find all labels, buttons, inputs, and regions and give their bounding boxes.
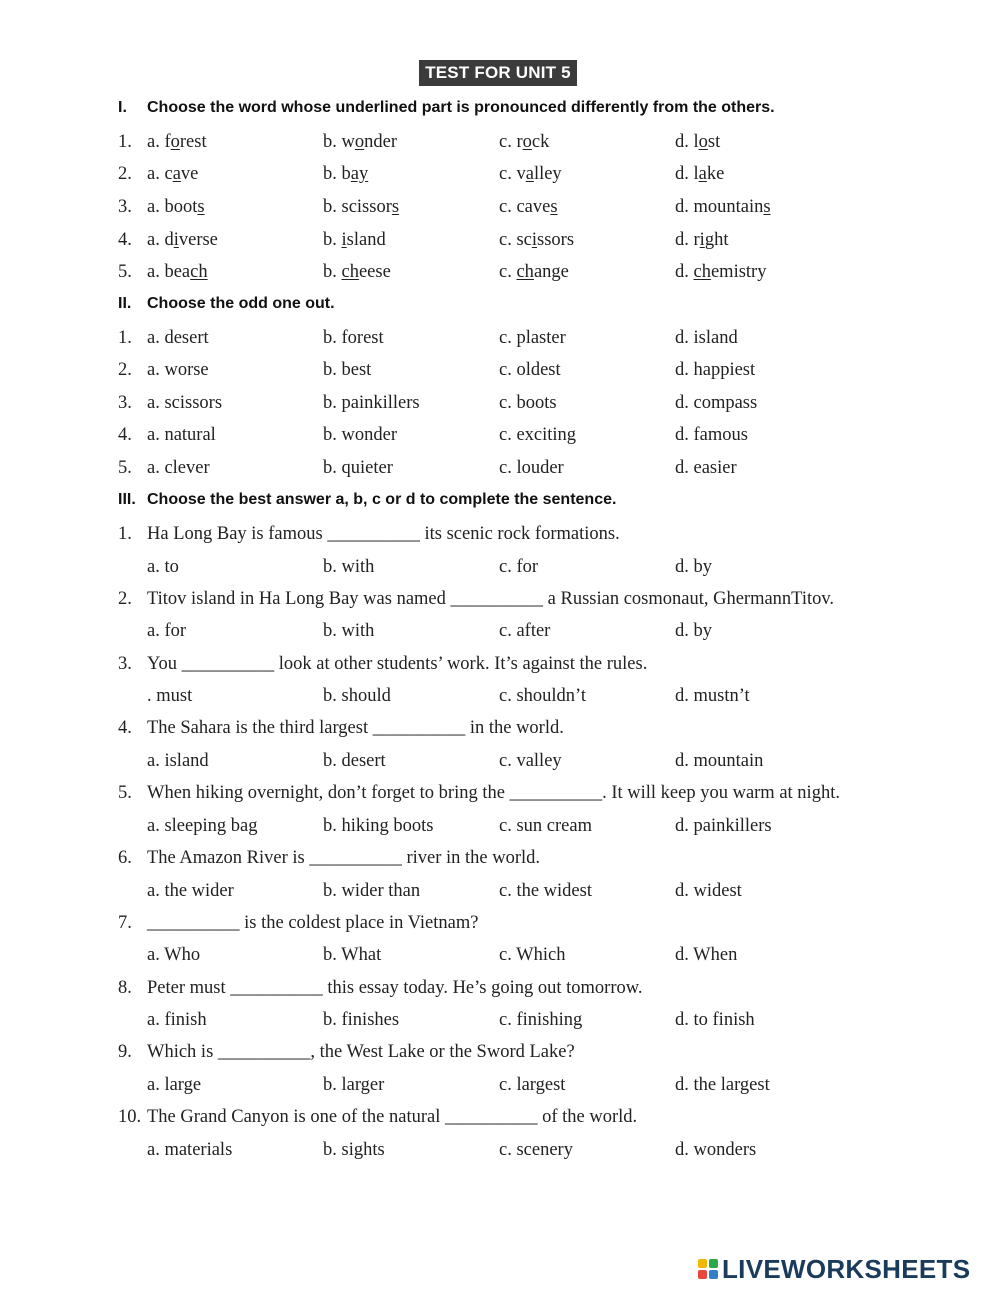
- answer-option[interactable]: [675, 260, 766, 284]
- answer-option[interactable]: a. for: [147, 621, 187, 642]
- answer-option[interactable]: b. painkillers: [323, 393, 420, 413]
- question-number: 4.: [118, 425, 132, 445]
- option-text: emistry: [710, 262, 767, 282]
- question-number: 2.: [118, 360, 132, 380]
- question-stem: [0, 587, 1000, 611]
- question-text: The Sahara is the third largest __________ in the world.: [147, 718, 564, 739]
- answer-option[interactable]: a. Who: [147, 945, 201, 966]
- question-number: 4.: [118, 718, 132, 739]
- option-text: d. r: [675, 230, 700, 250]
- answer-option[interactable]: c. boots: [499, 393, 557, 413]
- answer-option[interactable]: c. largest: [499, 1074, 566, 1095]
- underlined-sound: s: [550, 197, 558, 217]
- option-text: d. mountain: [675, 197, 764, 217]
- question-stem: [0, 522, 1000, 546]
- answer-option[interactable]: d. mountain: [675, 750, 764, 771]
- question-text: The Amazon River is __________ river in the world.: [147, 848, 541, 868]
- answer-option[interactable]: b. wider than: [323, 880, 421, 901]
- answer-option[interactable]: c. plaster: [499, 328, 566, 348]
- option-text: rest: [179, 132, 207, 152]
- underlined-sound: s: [391, 197, 400, 217]
- question-stem: [0, 781, 1000, 805]
- answer-option[interactable]: [323, 162, 368, 186]
- underlined-sound: o: [522, 132, 532, 152]
- answer-option[interactable]: d. the largest: [675, 1074, 770, 1095]
- question-text: When hiking overnight, don’t forget to bring the __________. It will keep you warm at night.: [147, 783, 840, 804]
- options-row: [0, 1008, 1000, 1032]
- question-row: [0, 326, 1000, 350]
- question-number: 3.: [118, 653, 132, 674]
- question-stem: [0, 911, 1000, 935]
- answer-option[interactable]: [499, 162, 562, 186]
- question-text: __________ is the coldest place in Vietnam?: [147, 912, 479, 933]
- option-text: ght: [704, 230, 729, 250]
- options-row: [0, 619, 1000, 643]
- answer-option[interactable]: d. by: [675, 556, 712, 577]
- underlined-sound: a: [698, 164, 707, 184]
- underlined-sound: o: [698, 132, 708, 152]
- question-stem: [0, 1040, 1000, 1064]
- underlined-sound: i: [173, 230, 179, 250]
- question-text: Which is __________, the West Lake or the Sword Lake?: [147, 1042, 575, 1063]
- answer-option[interactable]: c. exciting: [499, 425, 577, 445]
- answer-option[interactable]: a. finish: [147, 1010, 207, 1031]
- section-1-heading: I. Choose the word whose underlined part is pronounced differently from the others.: [118, 99, 775, 116]
- option-text: c. r: [499, 132, 523, 152]
- option-text: b. scissor: [323, 197, 392, 217]
- underlined-sound: a: [172, 164, 181, 184]
- option-text: b. w: [323, 132, 355, 152]
- option-text: d. l: [675, 164, 699, 184]
- question-stem: [0, 652, 1000, 676]
- answer-option[interactable]: a. sleeping bag: [147, 815, 258, 836]
- answer-option[interactable]: d. compass: [675, 393, 758, 413]
- answer-option[interactable]: b. desert: [323, 750, 386, 771]
- answer-option[interactable]: d. When: [675, 945, 738, 966]
- answer-option[interactable]: b. sights: [323, 1139, 385, 1160]
- question-number: 2.: [118, 164, 132, 184]
- option-text: a. c: [147, 164, 173, 184]
- answer-option[interactable]: a. materials: [147, 1139, 233, 1160]
- options-row: [0, 943, 1000, 967]
- underlined-sound: ch: [516, 262, 534, 282]
- underlined-sound: ch: [693, 262, 711, 282]
- answer-option[interactable]: d. to finish: [675, 1010, 755, 1031]
- answer-option[interactable]: [675, 195, 771, 219]
- answer-option[interactable]: c. for: [499, 556, 539, 577]
- question-row: [0, 260, 1000, 284]
- question-stem: [0, 1105, 1000, 1129]
- option-text: d.: [675, 262, 694, 282]
- option-text: a. bea: [147, 262, 191, 282]
- answer-option[interactable]: [675, 162, 724, 186]
- answer-option[interactable]: b. hiking boots: [323, 815, 434, 836]
- answer-option[interactable]: a. to: [147, 556, 179, 577]
- answer-option[interactable]: c. Which: [499, 945, 566, 966]
- underlined-sound: o: [354, 132, 365, 152]
- question-number: 4.: [118, 230, 132, 250]
- question-text: Peter must __________ this essay today. He’s going out tomorrow.: [147, 977, 643, 998]
- option-text: c.: [499, 262, 517, 282]
- answer-option[interactable]: a. clever: [147, 458, 210, 478]
- underlined-sound: o: [170, 132, 180, 152]
- question-number: 5.: [118, 783, 132, 804]
- logo-mark-icon: [698, 1259, 718, 1279]
- question-number: 5.: [118, 458, 132, 478]
- logo-square: [698, 1259, 707, 1268]
- option-text: nder: [364, 132, 397, 152]
- option-text: st: [707, 132, 721, 152]
- option-text: sland: [346, 230, 386, 250]
- answer-option[interactable]: d. famous: [675, 425, 748, 445]
- question-number: 3.: [118, 393, 132, 413]
- underlined-sound: ay: [350, 164, 369, 184]
- answer-option[interactable]: c. sun cream: [499, 815, 592, 836]
- answer-option[interactable]: a. worse: [147, 360, 209, 380]
- answer-option[interactable]: [675, 228, 728, 252]
- answer-option[interactable]: b. with: [323, 621, 375, 642]
- option-text: b.: [323, 262, 342, 282]
- question-number: 8.: [118, 977, 132, 998]
- answer-option[interactable]: b. with: [323, 556, 375, 577]
- underlined-sound: i: [531, 230, 538, 250]
- answer-option[interactable]: b. should: [323, 686, 391, 707]
- answer-option[interactable]: a. the wider: [147, 880, 234, 901]
- options-row: [0, 1138, 1000, 1162]
- answer-option[interactable]: d. painkillers: [675, 815, 772, 836]
- answer-option[interactable]: [323, 228, 386, 252]
- answer-option[interactable]: d. wonders: [675, 1139, 757, 1160]
- answer-option[interactable]: [499, 195, 558, 219]
- underlined-sound: i: [341, 230, 347, 250]
- answer-option[interactable]: d. mustn’t: [675, 686, 750, 707]
- question-row: [0, 456, 1000, 480]
- underlined-sound: i: [699, 230, 705, 250]
- section-2-heading: II. Choose the odd one out.: [118, 295, 335, 312]
- option-text: eese: [358, 262, 391, 282]
- answer-option[interactable]: d. easier: [675, 458, 737, 478]
- option-text: lley: [533, 164, 562, 184]
- question-row: [0, 195, 1000, 219]
- answer-option[interactable]: [147, 130, 207, 154]
- option-text: a. f: [147, 132, 171, 152]
- answer-option[interactable]: [147, 260, 208, 284]
- answer-option[interactable]: d. happiest: [675, 360, 756, 380]
- option-text: c. cave: [499, 197, 551, 217]
- answer-option[interactable]: c. oldest: [499, 360, 561, 380]
- option-text: verse: [178, 230, 218, 250]
- logo-square: [709, 1270, 718, 1279]
- underlined-sound: ch: [190, 262, 208, 282]
- page-title: TEST FOR UNIT 5: [419, 60, 577, 86]
- answer-option[interactable]: a. natural: [147, 425, 216, 445]
- options-row: [0, 684, 1000, 708]
- answer-option[interactable]: b. What: [323, 945, 382, 966]
- answer-option[interactable]: b. forest: [323, 328, 384, 348]
- answer-option[interactable]: b. finishes: [323, 1010, 400, 1031]
- options-row: [0, 749, 1000, 773]
- answer-option[interactable]: c. louder: [499, 458, 564, 478]
- question-number: 7.: [118, 912, 132, 933]
- answer-option[interactable]: [323, 260, 391, 284]
- option-text: a. boot: [147, 197, 198, 217]
- question-number: 5.: [118, 262, 132, 282]
- answer-option[interactable]: d. widest: [675, 880, 742, 901]
- question-number: 10.: [118, 1107, 142, 1128]
- option-text: ck: [531, 132, 550, 152]
- answer-option[interactable]: a. island: [147, 750, 209, 771]
- question-stem: [0, 716, 1000, 740]
- answer-option[interactable]: d. island: [675, 328, 738, 348]
- answer-option[interactable]: [675, 130, 720, 154]
- section-3-heading: III. Choose the best answer a, b, c or d to complete the sentence.: [118, 491, 617, 508]
- option-text: c. v: [499, 164, 526, 184]
- question-number: 9.: [118, 1042, 132, 1063]
- option-text: b.: [323, 230, 342, 250]
- answer-option[interactable]: a. desert: [147, 328, 209, 348]
- option-text: d. l: [675, 132, 699, 152]
- question-text: You __________ look at other students’ work. It’s against the rules.: [147, 653, 648, 674]
- option-text: ssors: [537, 230, 575, 250]
- question-text: The Grand Canyon is one of the natural __________ of the world.: [147, 1107, 638, 1128]
- answer-option[interactable]: a. large: [147, 1074, 202, 1095]
- underlined-sound: s: [763, 197, 771, 217]
- answer-option[interactable]: b. wonder: [323, 425, 397, 445]
- question-number: 1.: [118, 132, 132, 152]
- answer-option[interactable]: [147, 228, 218, 252]
- question-row: [0, 228, 1000, 252]
- answer-option[interactable]: [499, 260, 569, 284]
- question-stem: [0, 976, 1000, 1000]
- question-number: 3.: [118, 197, 132, 217]
- answer-option[interactable]: [499, 130, 549, 154]
- question-row: [0, 130, 1000, 154]
- underlined-sound: ch: [341, 262, 359, 282]
- option-text: ke: [706, 164, 725, 184]
- answer-option[interactable]: b. best: [323, 360, 372, 380]
- options-row: [0, 555, 1000, 579]
- logo-text: LIVEWORKSHEETS: [722, 1253, 971, 1284]
- underlined-sound: a: [525, 164, 534, 184]
- options-row: [0, 814, 1000, 838]
- answer-option[interactable]: b. larger: [323, 1074, 385, 1095]
- answer-option[interactable]: [147, 162, 198, 186]
- option-text: b. b: [323, 164, 351, 184]
- option-text: ve: [180, 164, 199, 184]
- question-row: [0, 391, 1000, 415]
- question-number: 1.: [118, 328, 132, 348]
- answer-option[interactable]: [323, 195, 399, 219]
- question-number: 1.: [118, 524, 132, 544]
- question-text: Titov island in Ha Long Bay was named __________ a Russian cosmonaut, GhermannTitov.: [147, 588, 835, 609]
- question-text: Ha Long Bay is famous __________ its scenic rock formations.: [147, 524, 620, 544]
- question-row: [0, 423, 1000, 447]
- logo-square: [709, 1259, 718, 1268]
- answer-option[interactable]: b. quieter: [323, 458, 393, 478]
- answer-option[interactable]: [499, 228, 574, 252]
- answer-option[interactable]: c. finishing: [499, 1010, 583, 1031]
- liveworksheets-logo: [698, 1254, 994, 1284]
- question-row: [0, 358, 1000, 382]
- options-row: [0, 879, 1000, 903]
- options-row: [0, 1073, 1000, 1097]
- logo-square: [698, 1270, 707, 1279]
- question-number: 6.: [118, 848, 132, 868]
- option-text: a. d: [147, 230, 174, 250]
- answer-option[interactable]: d. by: [675, 621, 712, 642]
- underlined-sound: s: [197, 197, 205, 217]
- answer-option[interactable]: c. after: [499, 621, 551, 642]
- answer-option[interactable]: . must: [147, 686, 193, 707]
- question-row: [0, 162, 1000, 186]
- answer-option[interactable]: c. valley: [499, 750, 562, 771]
- answer-option[interactable]: c. the widest: [499, 880, 592, 901]
- option-text: c. sc: [499, 230, 532, 250]
- answer-option[interactable]: [323, 130, 397, 154]
- answer-option[interactable]: c. scenery: [499, 1139, 573, 1160]
- question-number: 2.: [118, 588, 132, 609]
- answer-option[interactable]: [147, 195, 205, 219]
- answer-option[interactable]: c. shouldn’t: [499, 686, 587, 707]
- answer-option[interactable]: a. scissors: [147, 393, 223, 413]
- option-text: ange: [533, 262, 569, 282]
- question-stem: [0, 846, 1000, 870]
